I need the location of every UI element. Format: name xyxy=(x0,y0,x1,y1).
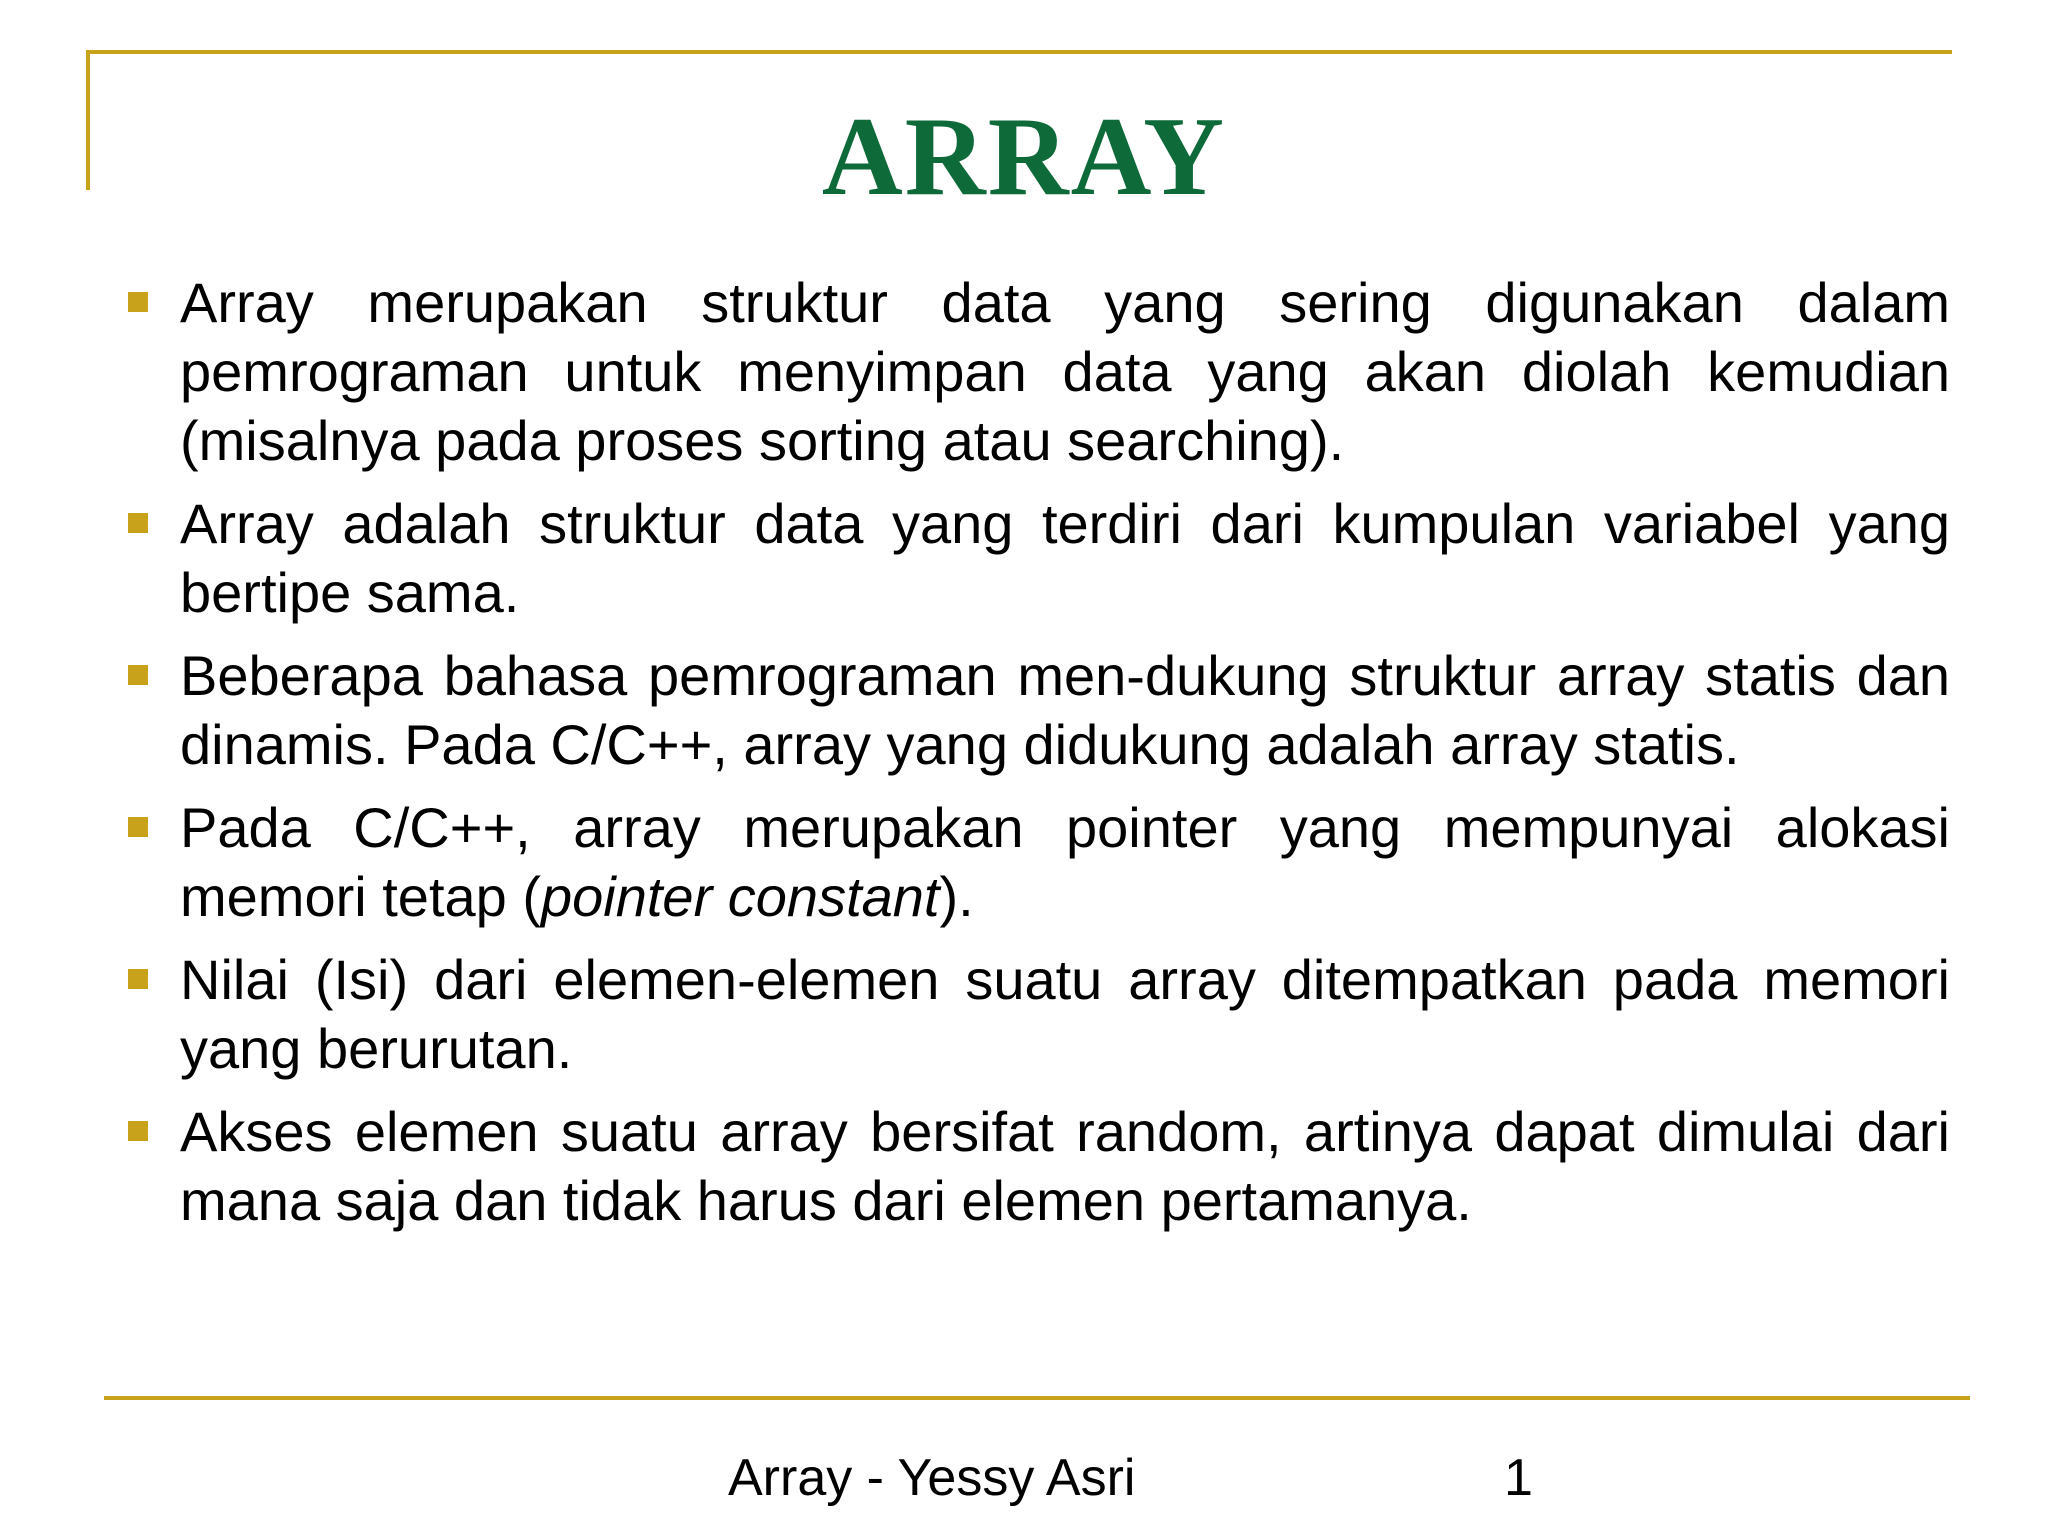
bullet-text: Beberapa bahasa pemrograman men-dukung struktur array statis dan dinamis. Pada C/C++, array yang didukung adalah array statis. xyxy=(180,644,1950,776)
slide-title: ARRAY xyxy=(821,95,1227,219)
square-bullet-icon xyxy=(128,969,148,989)
bullet-item xyxy=(120,268,1950,475)
top-border-line xyxy=(86,50,1952,54)
bullet-item xyxy=(120,793,1950,931)
bullet-list xyxy=(120,268,1950,1249)
bullet-text-after: ). xyxy=(939,865,974,928)
bullet-text: Array merupakan struktur data yang sering digunakan dalam pemrograman untuk menyimpan data yang akan diolah kemudian (misalnya pada proses sorting atau searching). xyxy=(180,271,1950,472)
bullet-text xyxy=(180,796,1950,928)
bullet-item xyxy=(120,489,1950,627)
bullet-item xyxy=(120,945,1950,1083)
bullet-text: Akses elemen suatu array bersifat random, artinya dapat dimulai dari mana saja dan tidak harus dari elemen pertamanya. xyxy=(180,1100,1950,1232)
square-bullet-icon xyxy=(128,513,148,533)
bullet-text: Nilai (Isi) dari elemen-elemen suatu array ditempatkan pada memori yang berurutan. xyxy=(180,948,1950,1080)
footer-divider-line xyxy=(104,1396,1970,1400)
page-number: 1 xyxy=(1504,1449,1533,1507)
footer-text: Array - Yessy Asri xyxy=(728,1449,1136,1507)
bullet-item xyxy=(120,1097,1950,1235)
square-bullet-icon xyxy=(128,1121,148,1141)
bullet-item xyxy=(120,641,1950,779)
square-bullet-icon xyxy=(128,817,148,837)
bullet-text-before: Pada C/C++, array merupakan pointer yang mempunyai alokasi memori tetap ( xyxy=(180,796,1950,928)
bullet-text-italic: pointer constant xyxy=(541,865,940,928)
bullet-text: Array adalah struktur data yang terdiri dari kumpulan variabel yang bertipe sama. xyxy=(180,492,1950,624)
square-bullet-icon xyxy=(128,292,148,312)
square-bullet-icon xyxy=(128,665,148,685)
